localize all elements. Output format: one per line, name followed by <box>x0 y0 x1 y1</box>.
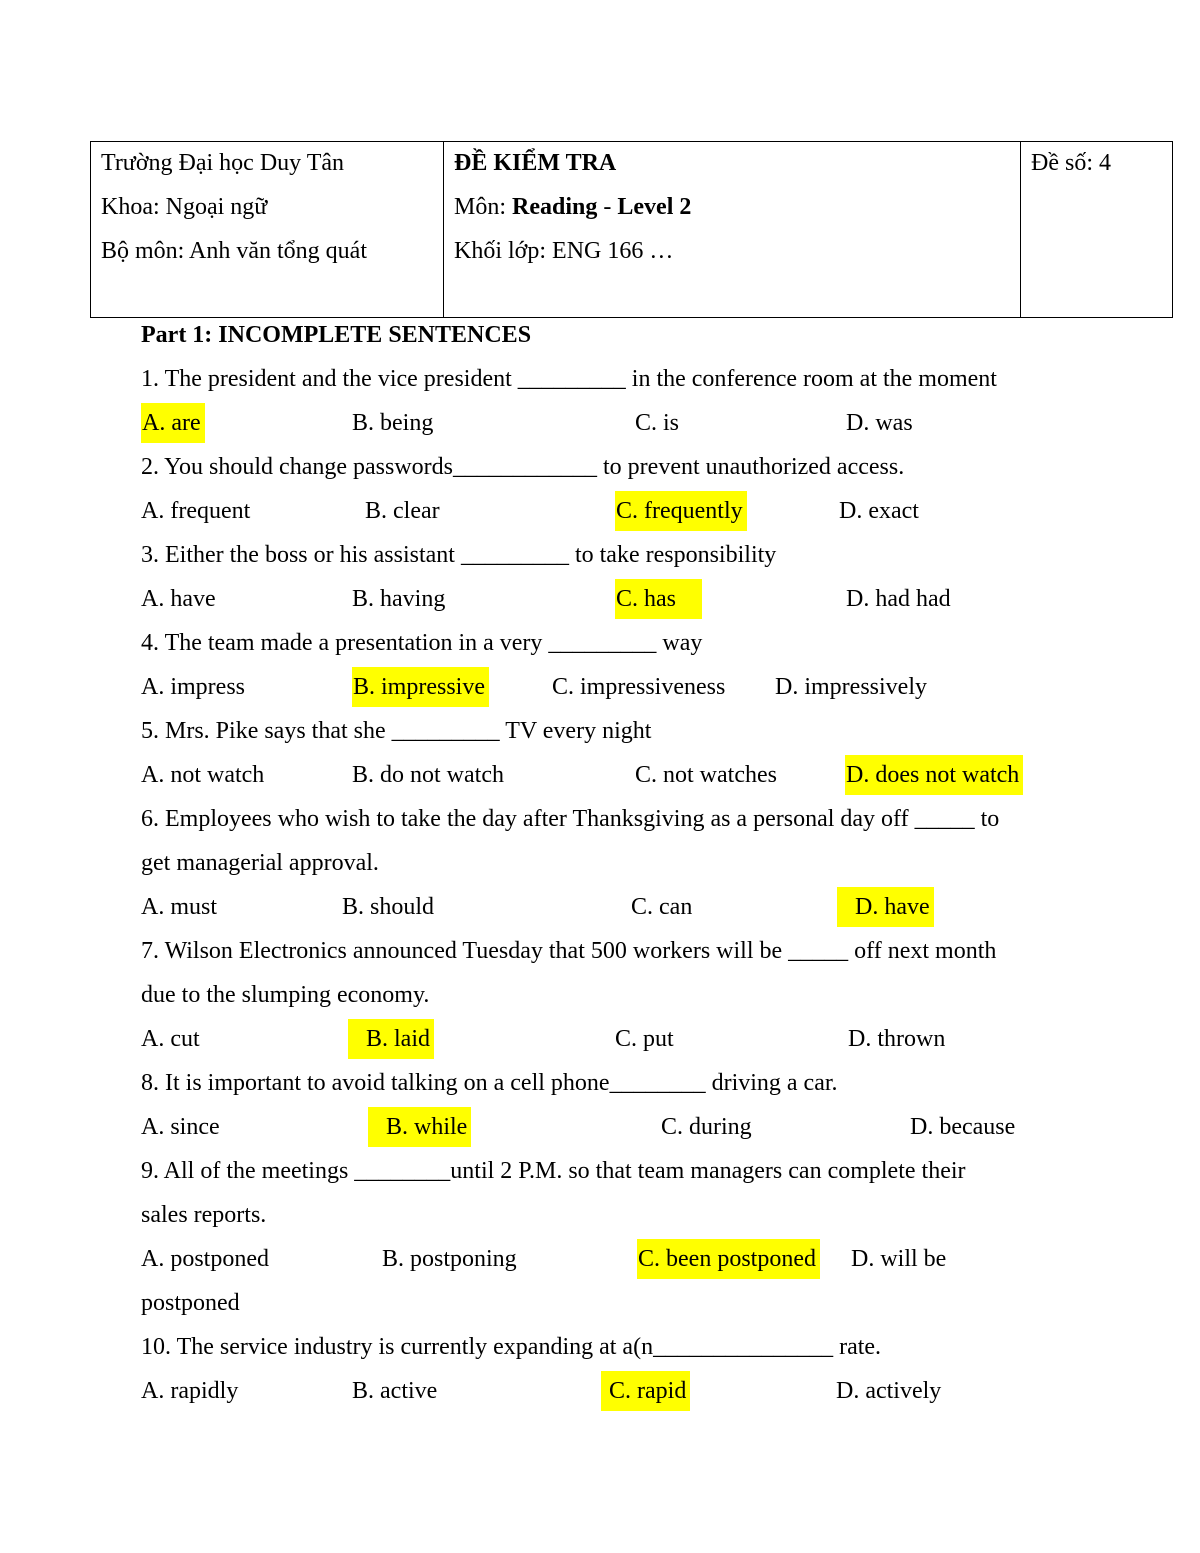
question-5-text: 5. Mrs. Pike says that she _________ TV every night <box>141 718 652 744</box>
question-5-options <box>141 755 1061 799</box>
exam-title: ĐỀ KIỂM TRA <box>454 150 617 176</box>
question-9-option-c: C. been postponed <box>637 1239 820 1279</box>
school-name: Trường Đại học Duy Tân <box>101 150 345 176</box>
header-institution-cell <box>91 142 444 317</box>
question-1-option-a: A. are <box>141 403 205 443</box>
department-name: Bộ môn: Anh văn tổng quát <box>101 238 367 264</box>
exam-number: Đề số: 4 <box>1031 150 1111 176</box>
question-1-option-b: B. being <box>352 410 434 436</box>
question-9-text: 9. All of the meetings ________until 2 P.M. so that team managers can complete their <box>141 1158 966 1184</box>
question-4-option-b: B. impressive <box>352 667 489 707</box>
question-1-option-d: D. was <box>846 410 913 436</box>
question-9-option-b: B. postponing <box>382 1246 517 1272</box>
question-7-option-a: A. cut <box>141 1026 200 1052</box>
question-7-option-d: D. thrown <box>848 1026 946 1052</box>
subject-separator: - <box>597 194 618 220</box>
question-10-options <box>141 1371 1061 1415</box>
question-10-option-a: A. rapidly <box>141 1378 239 1404</box>
subject-line <box>454 190 1010 234</box>
question-2-option-c: C. frequently <box>615 491 747 531</box>
question-3-text: 3. Either the boss or his assistant _________ to take responsibility <box>141 542 777 568</box>
faculty-name: Khoa: Ngoại ngữ <box>101 194 268 220</box>
question-6-text-cont: get managerial approval. <box>141 850 379 876</box>
question-8-text: 8. It is important to avoid talking on a cell phone________ driving a car. <box>141 1070 838 1096</box>
exam-header-table <box>90 141 1173 318</box>
question-3-option-b: B. having <box>352 586 446 612</box>
question-1-options <box>141 403 1061 447</box>
question-8-option-b: B. while <box>368 1107 471 1147</box>
question-2-options <box>141 491 1061 535</box>
question-9-option-a: A. postponed <box>141 1246 269 1272</box>
question-9-option-d-cont: postponed <box>141 1290 240 1316</box>
question-5-option-d: D. does not watch <box>845 755 1023 795</box>
question-6-option-c: C. can <box>631 894 693 920</box>
question-2-option-b: B. clear <box>365 498 440 524</box>
question-3-options <box>141 579 1061 623</box>
part-title: Part 1: INCOMPLETE SENTENCES <box>141 322 532 348</box>
question-2-option-d: D. exact <box>839 498 919 524</box>
question-2-text: 2. You should change passwords____________ to prevent unauthorized access. <box>141 454 905 480</box>
question-1-option-c: C. is <box>635 410 680 436</box>
question-4-options <box>141 667 1061 711</box>
question-7-text-cont: due to the slumping economy. <box>141 982 430 1008</box>
exam-content <box>141 315 1061 1415</box>
question-9-option-d: D. will be <box>851 1246 947 1272</box>
question-6-option-d: D. have <box>837 887 934 927</box>
question-9-options <box>141 1239 1061 1283</box>
question-4-option-d: D. impressively <box>775 674 927 700</box>
question-10-text: 10. The service industry is currently expanding at a(n_______________ rate. <box>141 1334 882 1360</box>
question-10-option-d: D. actively <box>836 1378 942 1404</box>
question-10-option-c: C. rapid <box>601 1371 690 1411</box>
question-9-text-cont: sales reports. <box>141 1202 267 1228</box>
question-5-option-c: C. not watches <box>635 762 777 788</box>
subject-prefix: Môn: <box>454 194 513 220</box>
question-4-text: 4. The team made a presentation in a very _________ way <box>141 630 703 656</box>
question-5-option-b: B. do not watch <box>352 762 504 788</box>
question-6-option-a: A. must <box>141 894 218 920</box>
question-8-option-c: C. during <box>661 1114 752 1140</box>
question-5-option-a: A. not watch <box>141 762 265 788</box>
question-6-options <box>141 887 1061 931</box>
header-exam-cell <box>444 142 1021 317</box>
class-label: Khối lớp: ENG 166 … <box>454 238 674 264</box>
question-8-option-a: A. since <box>141 1114 220 1140</box>
question-3-option-d: D. had had <box>846 586 951 612</box>
question-3-option-a: A. have <box>141 586 216 612</box>
question-4-option-c: C. impressiveness <box>552 674 726 700</box>
subject-name: Reading <box>512 194 598 220</box>
question-6-text: 6. Employees who wish to take the day after Thanksgiving as a personal day off _____ to <box>141 806 1000 832</box>
question-2-option-a: A. frequent <box>141 498 251 524</box>
question-10-option-b: B. active <box>352 1378 438 1404</box>
header-number-cell <box>1021 142 1172 317</box>
question-4-option-a: A. impress <box>141 674 245 700</box>
question-3-option-c: C. has <box>615 579 702 619</box>
question-8-option-d: D. because <box>910 1114 1016 1140</box>
question-7-text: 7. Wilson Electronics announced Tuesday that 500 workers will be _____ off next month <box>141 938 997 964</box>
question-8-options <box>141 1107 1061 1151</box>
subject-level: Level 2 <box>617 194 692 220</box>
question-7-option-c: C. put <box>615 1026 674 1052</box>
question-7-option-b: B. laid <box>348 1019 434 1059</box>
question-6-option-b: B. should <box>342 894 435 920</box>
question-7-options <box>141 1019 1061 1063</box>
question-1-text: 1. The president and the vice president _________ in the conference room at the moment <box>141 366 997 392</box>
